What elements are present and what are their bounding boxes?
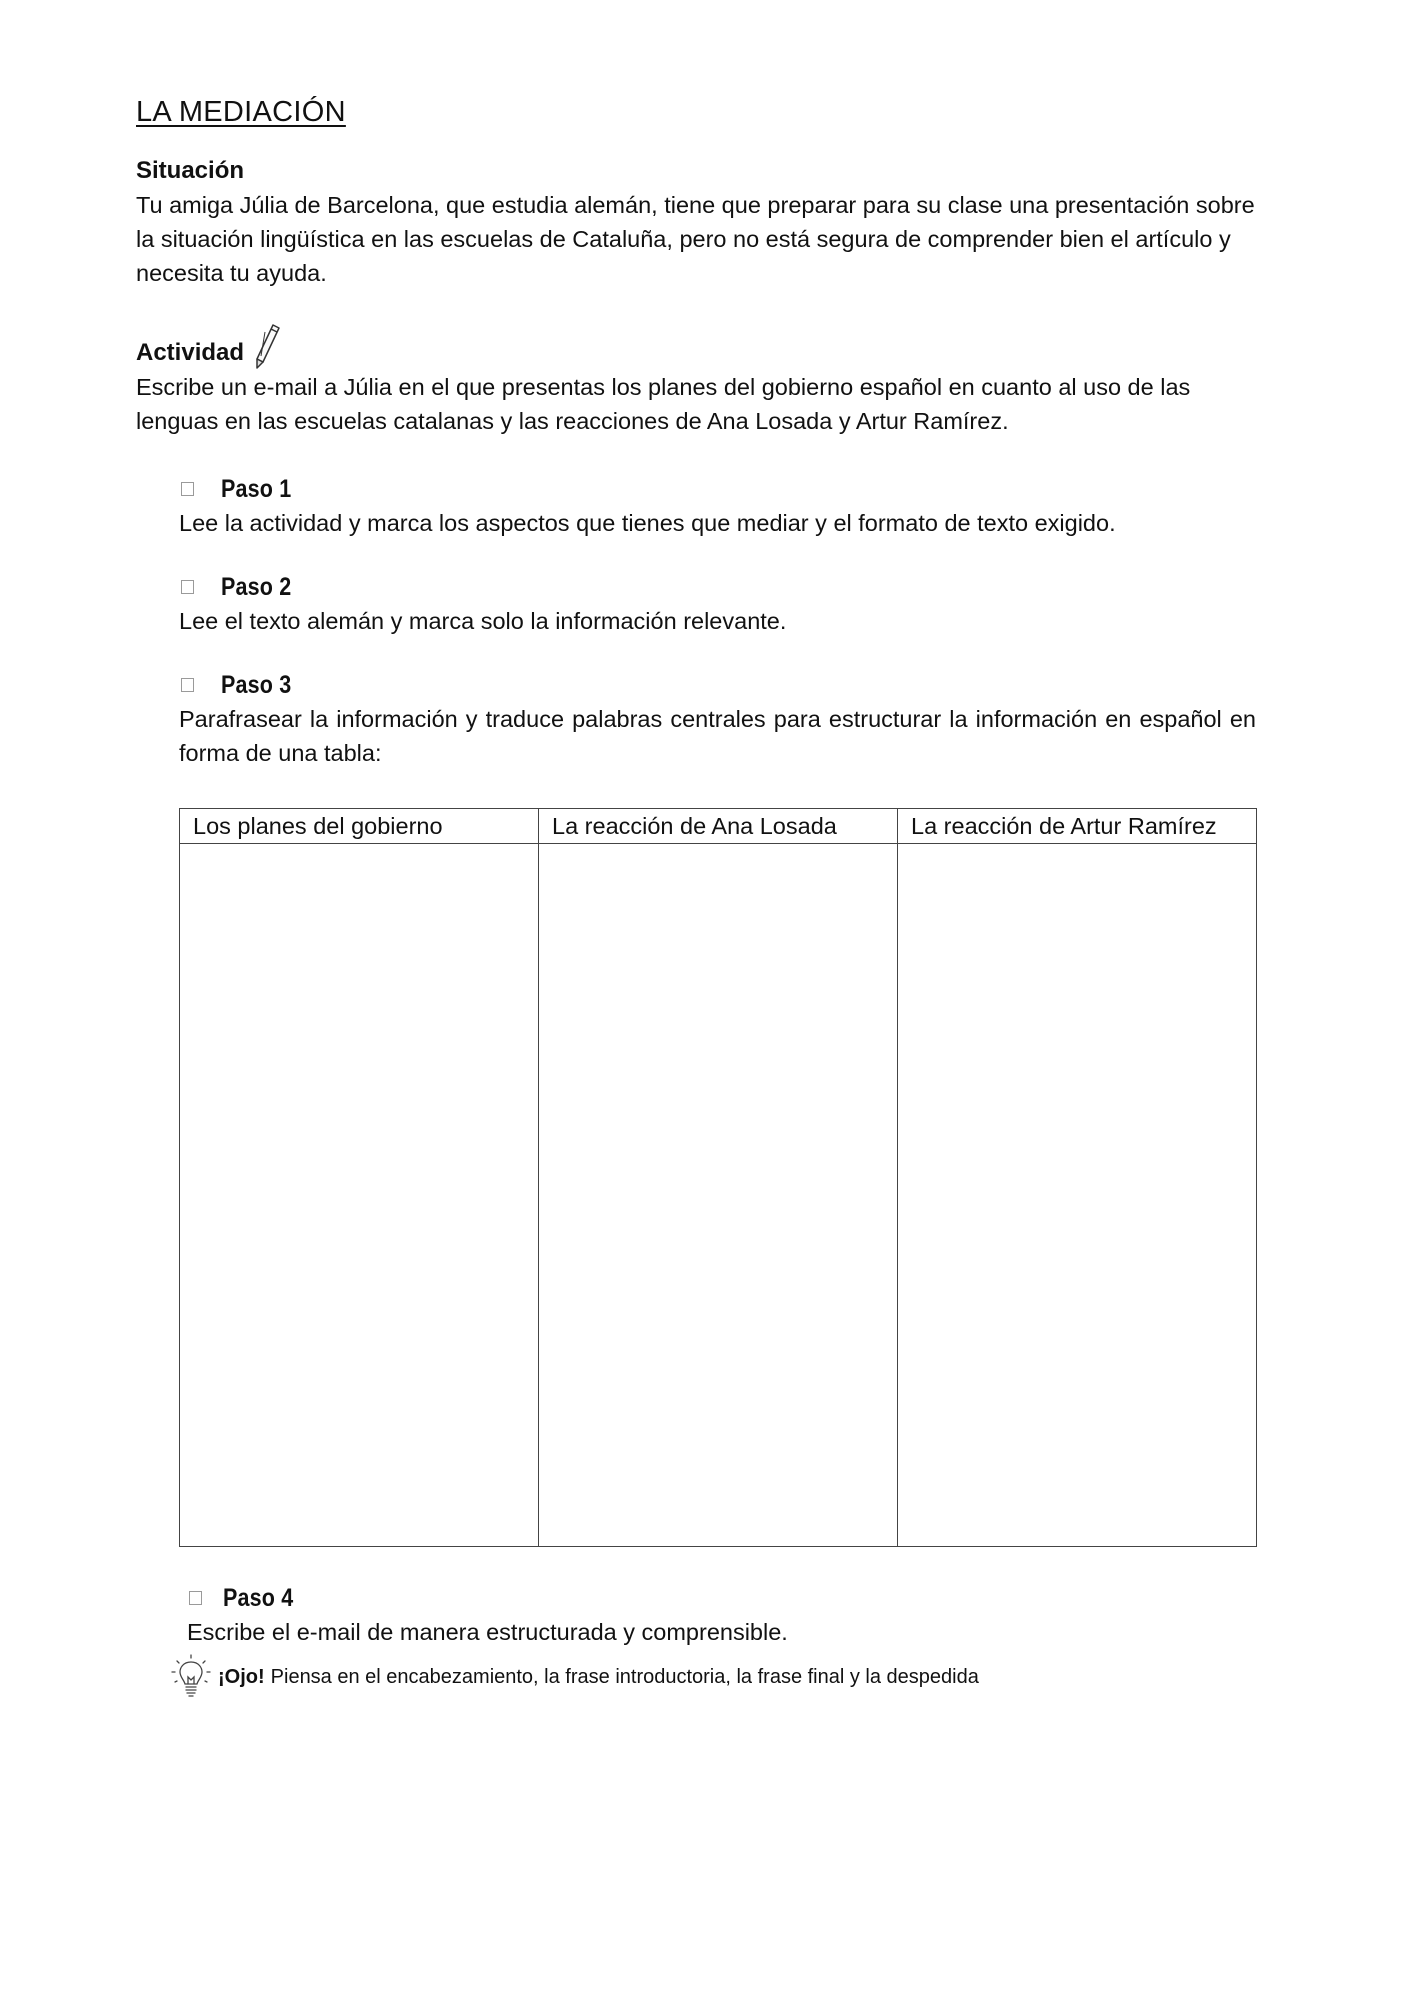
table-header-planes: Los planes del gobierno <box>180 809 539 844</box>
step-3-checkbox[interactable] <box>181 678 194 692</box>
step-2-text: Lee el texto alemán y marca solo la información relevante. <box>179 608 787 634</box>
step-4-text: Escribe el e-mail de manera estructurada y comprensible. <box>187 1619 788 1645</box>
worksheet <box>136 96 1256 1701</box>
table-cell-ana-losada[interactable] <box>539 844 898 1547</box>
step-3-text: Parafrasear la información y traduce palabras centrales para estructurar la información en español en forma de una tabla: <box>179 706 1256 766</box>
step-4-checkbox[interactable] <box>189 1591 202 1605</box>
situacion-text: Tu amiga Júlia de Barcelona, que estudia alemán, tiene que preparar para su clase una presentación sobre la situación lingüística en las escuelas de Cataluña, pero no está segura de comprender bien el artículo y necesita tu ayuda. <box>136 192 1255 286</box>
step-3-title: Paso 3 <box>221 670 292 699</box>
step-1-title: Paso 1 <box>221 474 292 503</box>
tip-text: Piensa en el encabezamiento, la frase introductoria, la frase final y la despedida <box>270 1665 979 1688</box>
step-4-title: Paso 4 <box>223 1583 294 1612</box>
step-3 <box>179 668 1256 770</box>
step-2-title: Paso 2 <box>221 572 292 601</box>
step-2-checkbox[interactable] <box>181 580 194 594</box>
page-title: LA MEDIACIÓN <box>136 96 346 128</box>
table-header-ana-losada: La reacción de Ana Losada <box>539 809 898 844</box>
pencil-icon <box>252 322 282 370</box>
table-cell-planes[interactable] <box>180 844 539 1547</box>
actividad-header <box>136 322 1256 370</box>
lightbulb-icon <box>170 1653 212 1701</box>
step-4 <box>187 1581 1256 1649</box>
step-1-checkbox[interactable] <box>181 482 194 496</box>
mediation-table <box>179 808 1257 1547</box>
table-header-artur-ramirez: La reacción de Artur Ramírez <box>898 809 1257 844</box>
tip-note <box>170 1653 1256 1701</box>
situacion-heading: Situación <box>136 157 245 184</box>
actividad-heading: Actividad <box>136 339 245 366</box>
tip-label: ¡Ojo! <box>218 1665 265 1688</box>
step-1-text: Lee la actividad y marca los aspectos que tienes que mediar y el formato de texto exigido. <box>179 510 1116 536</box>
step-1 <box>179 472 1256 540</box>
table-cell-artur-ramirez[interactable] <box>898 844 1257 1547</box>
step-2 <box>179 570 1256 638</box>
actividad-text: Escribe un e-mail a Júlia en el que presentas los planes del gobierno español en cuanto al uso de las lenguas en las escuelas catalanas y las reacciones de Ana Losada y Artur Ramírez. <box>136 374 1191 434</box>
